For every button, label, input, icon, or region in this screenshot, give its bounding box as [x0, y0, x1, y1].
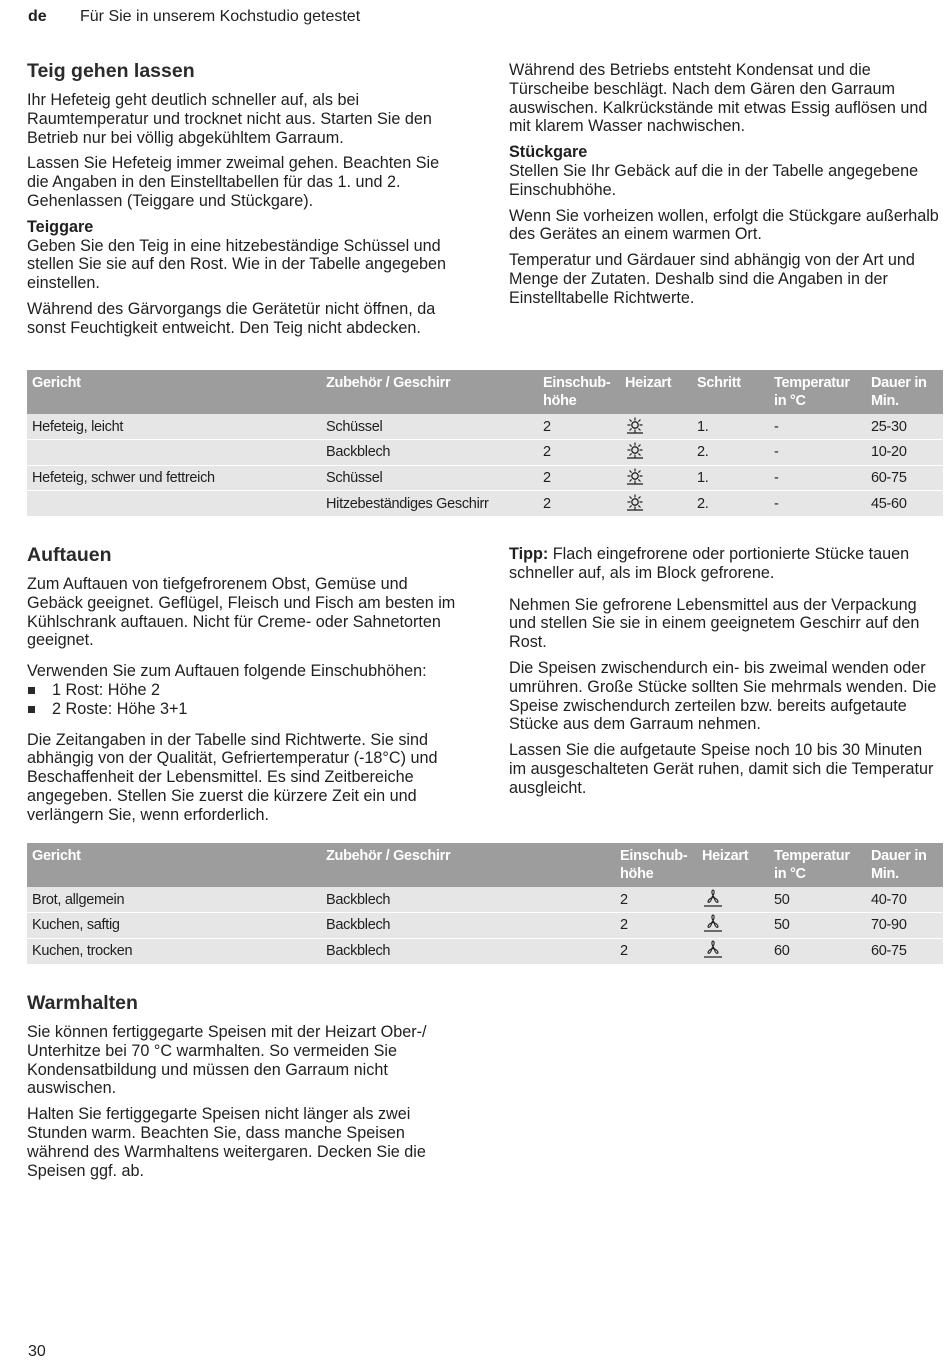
cell-dauer: 60-75: [866, 465, 943, 491]
page-header: [28, 8, 360, 26]
teig-right-paragraph-2: Wenn Sie vorheizen wollen, erfolgt die Stückgare außerhalb des Gerätes an einem warmen Ort.: [509, 206, 939, 244]
warmhalten-section: [27, 992, 455, 1187]
cell-schritt: 1.: [692, 465, 769, 491]
teig-right-paragraph-3: Temperatur und Gärdauer sind abhängig von der Art und Menge der Zutaten. Deshalb sind die Angaben in der Einstelltabelle Richtwerte.: [509, 251, 915, 307]
column-header-zubehoer: Zubehör / Geschirr: [321, 843, 615, 887]
cell-heizart: [620, 491, 692, 517]
column-header-heizart: Heizart: [620, 370, 692, 414]
cell-zubehoer: Schüssel: [321, 414, 538, 440]
teig-paragraph-2: Lassen Sie Hefeteig immer zweimal gehen. Beachten Sie die Angaben in den Einstelltabellen für das 1. und 2. Gehenlassen (Teiggare und Stückgare).: [27, 154, 440, 210]
cell-zubehoer: Hitzebeständiges Geschirr: [321, 491, 538, 517]
column-header-gericht: Gericht: [27, 843, 321, 887]
cell-temperatur: -: [769, 465, 866, 491]
auftauen-paragraph-2: Verwenden Sie zum Auftauen folgende Einschubhöhen:: [27, 662, 427, 681]
proofing-icon: [625, 493, 645, 515]
column-header-schritt: Schritt: [692, 370, 769, 414]
column-header-gericht: Gericht: [27, 370, 321, 414]
cell-einschub: 2: [615, 938, 697, 964]
proofing-icon: [625, 441, 645, 463]
column-header-zubehoer: Zubehör / Geschirr: [321, 370, 538, 414]
cell-temperatur: 50: [769, 887, 866, 913]
cell-temperatur: -: [769, 440, 866, 466]
teig-left-column: [27, 60, 455, 345]
cell-temperatur: 60: [769, 938, 866, 964]
cell-dauer: 10-20: [866, 440, 943, 466]
cell-schritt: 1.: [692, 414, 769, 440]
cell-schritt: 2.: [692, 491, 769, 517]
proofing-icon: [625, 467, 645, 489]
cell-temperatur: -: [769, 414, 866, 440]
column-header-temperatur: Temperatur in °C: [769, 370, 866, 414]
auftauen-left-column: [27, 544, 463, 832]
cell-zubehoer: Backblech: [321, 938, 615, 964]
table-row: [27, 465, 943, 491]
cell-gericht: [27, 491, 321, 517]
table-header-row: [27, 843, 943, 887]
cell-heizart: [697, 887, 769, 913]
teig-paragraph-3: Während des Gärvorgangs die Gerätetür nicht öffnen, da sonst Feuchtigkeit entweicht. Den Teig nicht abdecken.: [27, 299, 436, 337]
teiggare-text: Geben Sie den Teig in eine hitzebeständige Schüssel und stellen Sie sie auf den Rost. Wie in der Tabelle angegeben einstellen.: [27, 236, 447, 293]
proofing-icon: [625, 416, 645, 438]
cell-heizart: [620, 465, 692, 491]
column-header-heizart: Heizart: [697, 843, 769, 887]
teig-right-column: [509, 61, 941, 315]
tipp-label: Tipp:: [509, 545, 549, 563]
cell-temperatur: -: [769, 491, 866, 517]
list-item: 2 Roste: Höhe 3+1: [27, 700, 463, 719]
table-row: [27, 414, 943, 440]
cell-einschub: 2: [538, 465, 620, 491]
stueckgare-subheading: Stückgare: [509, 143, 588, 162]
auftauen-heading: Auftauen: [27, 544, 112, 566]
teig-heading: Teig gehen lassen: [27, 60, 195, 82]
column-header-dauer: Dauer in Min.: [866, 843, 943, 887]
cell-einschub: 2: [538, 491, 620, 517]
table-header-row: [27, 370, 943, 414]
einschubhoehen-list: [27, 681, 463, 719]
page-number: 30: [28, 1343, 46, 1360]
auftauen-paragraph-3: Die Zeitangaben in der Tabelle sind Richtwerte. Sie sind abhängig von der Qualität, Gefriertemperatur (-18°C) und Beschaffenheit der Lebensmittel. Es sind Zeitbereiche angegeben. Stellen Sie zuerst die kürzere Zeit ein und verlängern Sie, wenn erforderlich.: [27, 730, 438, 824]
cell-heizart: [697, 938, 769, 964]
column-header-dauer: Dauer in Min.: [866, 370, 943, 414]
teig-settings-table: [27, 370, 943, 516]
table-row: [27, 938, 943, 964]
auftauen-right-paragraph-1: Nehmen Sie gefrorene Lebensmittel aus der Verpackung und stellen Sie sie in einem geeignetem Geschirr auf den Rost.: [509, 595, 920, 652]
cell-gericht: Hefeteig, schwer und fettreich: [27, 465, 321, 491]
stueckgare-text: Stellen Sie Ihr Gebäck auf die in der Tabelle angegebene Einschubhöhe.: [509, 161, 919, 199]
cell-dauer: 60-75: [866, 938, 943, 964]
cell-einschub: 2: [538, 414, 620, 440]
cell-einschub: 2: [615, 887, 697, 913]
warmhalten-paragraph-2: Halten Sie fertiggegarte Speisen nicht länger als zwei Stunden warm. Beachten Sie, dass manche Speisen während des Warmhaltens weitergaren. Decken Sie die Speisen ggf. ab.: [27, 1105, 426, 1180]
auftauen-right-paragraph-2: Die Speisen zwischendurch ein- bis zweimal wenden oder umrühren. Große Stücke sollten Sie mehrmals wenden. Die Speise zwischendurch zerteilen bzw. bereits aufgetaute Stücke aus dem Garraum nehmen.: [509, 658, 937, 734]
warmhalten-heading: Warmhalten: [27, 992, 138, 1014]
table-row: [27, 887, 943, 913]
cell-gericht: Hefeteig, leicht: [27, 414, 321, 440]
warmhalten-paragraph-1: Sie können fertiggegarte Speisen mit der Heizart Ober-/ Unterhitze bei 70 °C warmhalten. So vermeiden Sie Kondensatbildung und müssen den Garraum nicht auswischen.: [27, 1023, 427, 1098]
cell-dauer: 45-60: [866, 491, 943, 517]
cell-dauer: 70-90: [866, 913, 943, 939]
column-header-einschubhoehe: Einschub- höhe: [538, 370, 620, 414]
list-item: 1 Rost: Höhe 2: [27, 681, 463, 700]
table-row: [27, 440, 943, 466]
auftauen-right-column: [509, 545, 943, 805]
column-header-einschubhoehe: Einschub- höhe: [615, 843, 697, 887]
auftauen-right-paragraph-3: Lassen Sie die aufgetaute Speise noch 10 bis 30 Minuten im ausgeschalteten Gerät ruhen, damit sich die Temperatur ausgleicht.: [509, 741, 934, 797]
cell-gericht: Brot, allgemein: [27, 887, 321, 913]
cell-dauer: 25-30: [866, 414, 943, 440]
cell-zubehoer: Backblech: [321, 440, 538, 466]
cell-einschub: 2: [538, 440, 620, 466]
teig-paragraph-1: Ihr Hefeteig geht deutlich schneller auf, als bei Raumtemperatur und trocknet nicht aus. Starten Sie den Betrieb nur bei völlig abgekühltem Garraum.: [27, 91, 432, 147]
cell-einschub: 2: [615, 913, 697, 939]
tipp-text: Flach eingefrorene oder portionierte Stücke tauen schneller auf, als im Block gefrorene.: [509, 545, 910, 582]
language-code: de: [28, 8, 47, 25]
table-row: [27, 491, 943, 517]
column-header-temperatur: Temperatur in °C: [769, 843, 866, 887]
cell-zubehoer: Backblech: [321, 913, 615, 939]
defrost-fan-icon: [702, 914, 724, 936]
teiggare-subheading: Teiggare: [27, 217, 94, 236]
cell-gericht: Kuchen, trocken: [27, 938, 321, 964]
cell-heizart: [620, 440, 692, 466]
cell-schritt: 2.: [692, 440, 769, 466]
cell-heizart: [620, 414, 692, 440]
cell-heizart: [697, 913, 769, 939]
defrost-fan-icon: [702, 940, 724, 962]
header-title: Für Sie in unserem Kochstudio getestet: [80, 8, 361, 25]
table-row: [27, 913, 943, 939]
cell-zubehoer: Backblech: [321, 887, 615, 913]
auftauen-paragraph-1: Zum Auftauen von tiefgefrorenem Obst, Gemüse und Gebäck geeignet. Geflügel, Fleisch und Fisch am besten im Kühlschrank auftauen. Nicht für Creme- oder Sahnetorten geeignet.: [27, 575, 456, 650]
cell-dauer: 40-70: [866, 887, 943, 913]
tipp-paragraph: [509, 545, 943, 583]
cell-temperatur: 50: [769, 913, 866, 939]
defrost-fan-icon: [702, 889, 724, 911]
cell-gericht: [27, 440, 321, 466]
cell-gericht: Kuchen, saftig: [27, 913, 321, 939]
cell-zubehoer: Schüssel: [321, 465, 538, 491]
teig-right-paragraph-1: Während des Betriebs entsteht Kondensat und die Türscheibe beschlägt. Nach dem Gären den Garraum auswischen. Kalkrückstände mit etwas Essig auflösen und mit klarem Wasser nachwischen.: [509, 61, 928, 136]
auftauen-settings-table: [27, 843, 943, 964]
